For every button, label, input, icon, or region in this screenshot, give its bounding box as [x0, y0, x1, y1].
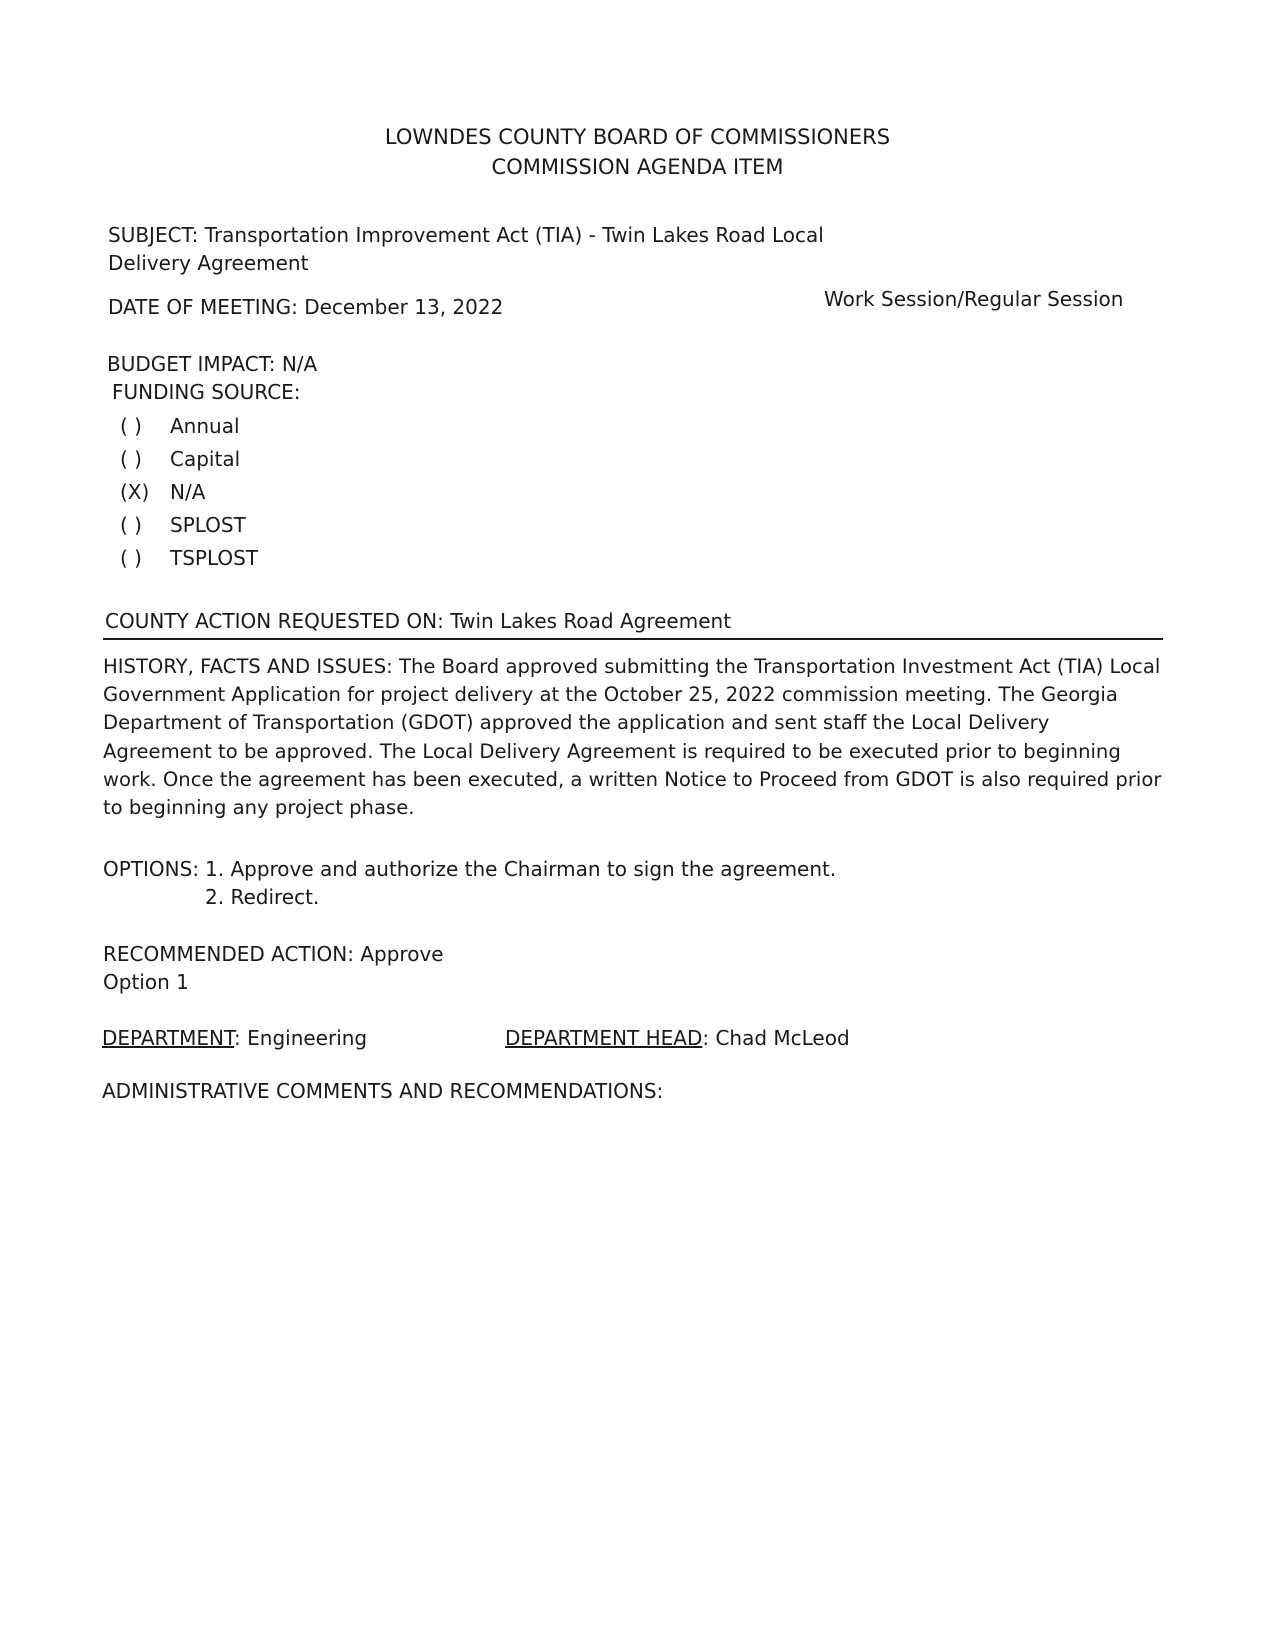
header-title: LOWNDES COUNTY BOARD OF COMMISSIONERS — [384, 125, 891, 149]
funding-checkbox: ( ) — [120, 513, 142, 537]
funding-option-capital — [120, 445, 240, 473]
department-value: : Engineering — [234, 1026, 368, 1050]
funding-label: N/A — [170, 480, 206, 504]
department-label: DEPARTMENT — [102, 1026, 235, 1050]
administrative-comments: ADMINISTRATIVE COMMENTS AND RECOMMENDATIONS: — [102, 1079, 664, 1103]
department-head-label: DEPARTMENT HEAD — [505, 1026, 703, 1050]
funding-source-label: FUNDING SOURCE: — [112, 380, 301, 404]
funding-checkbox: (X) — [120, 480, 150, 504]
funding-option-na — [120, 478, 205, 506]
funding-option-tsplost — [120, 544, 258, 572]
funding-checkbox: ( ) — [120, 414, 142, 438]
section-divider — [103, 638, 1163, 640]
funding-option-splost — [120, 511, 246, 539]
funding-option-annual — [120, 412, 240, 440]
department-head-value: : Chad McLeod — [702, 1026, 850, 1050]
department — [102, 1024, 367, 1052]
funding-label: SPLOST — [170, 513, 246, 537]
county-action-requested: COUNTY ACTION REQUESTED ON: Twin Lakes Road Agreement — [105, 609, 732, 633]
funding-checkbox: ( ) — [120, 447, 142, 471]
funding-label: Capital — [170, 447, 241, 471]
funding-label: Annual — [170, 414, 240, 438]
option-item-1: 1. Approve and authorize the Chairman to sign the agreement. — [205, 857, 837, 881]
meeting-date: DATE OF MEETING: December 13, 2022 — [108, 295, 504, 319]
session-type: Work Session/Regular Session — [824, 287, 1124, 311]
subject-line-2: Delivery Agreement — [108, 251, 309, 275]
subject-line-1: SUBJECT: Transportation Improvement Act (TIA) - Twin Lakes Road Local — [108, 223, 824, 247]
funding-checkbox: ( ) — [120, 546, 142, 570]
department-head — [505, 1024, 850, 1052]
budget-impact: BUDGET IMPACT: N/A — [107, 352, 318, 376]
header-subtitle: COMMISSION AGENDA ITEM — [491, 155, 784, 179]
option-item-2: 2. Redirect. — [205, 885, 320, 909]
recommended-option: Option 1 — [103, 970, 189, 994]
funding-label: TSPLOST — [170, 546, 259, 570]
recommended-action: RECOMMENDED ACTION: Approve — [103, 942, 444, 966]
options-label: OPTIONS: — [103, 857, 200, 881]
history-facts-issues: HISTORY, FACTS AND ISSUES: The Board approved submitting the Transportation Investment Act (TIA) Local Government Application for project delivery at the October 25, 2022 commission meeting. The Georgia Department of Transportation (GDOT) approved the application and sent staff the Local Delivery Agreement to be approved. The Local Delivery Agreement is required to be executed prior to beginning work. Once the agreement has been executed, a written Notice to Proceed from GDOT is also required prior to beginning any project phase. — [103, 655, 1162, 820]
